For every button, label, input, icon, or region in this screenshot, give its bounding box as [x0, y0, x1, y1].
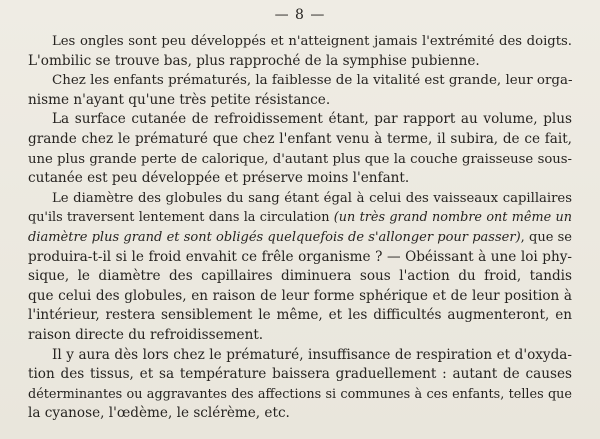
text-run: qu'ils traversent lentement dans la circulation: [28, 210, 334, 226]
text-line: Il y aura dès lors chez le prématuré, insuffisance de respiration et d'oxyda-: [52, 346, 572, 363]
text-run: , que se: [520, 229, 572, 245]
text-line: grande chez le prématuré que chez l'enfant venu à terme, il subira, de ce fait,: [28, 130, 572, 147]
text-line: [28, 208, 572, 228]
paragraph-5: [28, 346, 572, 424]
text-run: que celui des globules, en raison de leur forme sphérique et de leur position à: [28, 287, 572, 304]
text-run: produira-t-il si le froid envahit ce frêle organisme ? — Obéissant à une loi phy-: [28, 248, 572, 265]
text-run: sique, le diamètre des capillaires diminuera sous l'action du froid, tandis: [28, 268, 572, 285]
text-line: Les ongles sont peu développés et n'atteignent jamais l'extrémité des doigts.: [52, 34, 572, 49]
text-line: [28, 306, 572, 326]
paragraph-4: [28, 189, 572, 346]
text-line: [28, 267, 572, 287]
text-line: [28, 228, 572, 248]
paragraph-2: [28, 71, 572, 110]
text-line: nisme n'ayant qu'une très petite résistance.: [28, 91, 331, 108]
text-line: [28, 248, 572, 268]
paragraph-1: [28, 32, 572, 71]
page-number: — 8 —: [274, 7, 326, 23]
italic-text-run: diamètre plus grand et sont obligés quelquefois de s'allonger pour passer): [28, 229, 521, 245]
text-run: raison directe du refroidissement.: [28, 326, 264, 343]
text-line: tion des tissus, et sa température baissera graduellement : autant de causes: [28, 366, 572, 383]
text-line: une plus grande perte de calorique, d'autant plus que la couche graisseuse sous-: [28, 151, 572, 167]
text-line: La surface cutanée de refroidissement étant, par rapport au volume, plus: [52, 111, 572, 128]
text-line: [28, 287, 572, 307]
text-line: [28, 189, 572, 209]
text-run: Le diamètre des globules du sang étant égal à celui des vaisseaux capillaires: [52, 190, 572, 206]
text-run: l'intérieur, restera sensiblement le même, et les difficultés augmenteront, en: [28, 307, 572, 324]
text-line: déterminantes ou aggravantes des affections si communes à ces enfants, telles que: [28, 386, 572, 402]
text-line: la cyanose, l'œdème, le sclérème, etc.: [28, 405, 290, 422]
paragraph-3: [28, 110, 572, 188]
text-line: L'ombilic se trouve bas, plus rapproché de la symphise pubienne.: [28, 52, 480, 69]
text-line: Chez les enfants prématurés, la faiblesse de la vitalité est grande, leur orga-: [52, 73, 573, 89]
text-line: [28, 326, 572, 346]
text-line: cutanée est peu développée et préserve moins l'enfant.: [28, 170, 410, 187]
italic-text-run: (un très grand nombre ont même un: [333, 210, 572, 226]
